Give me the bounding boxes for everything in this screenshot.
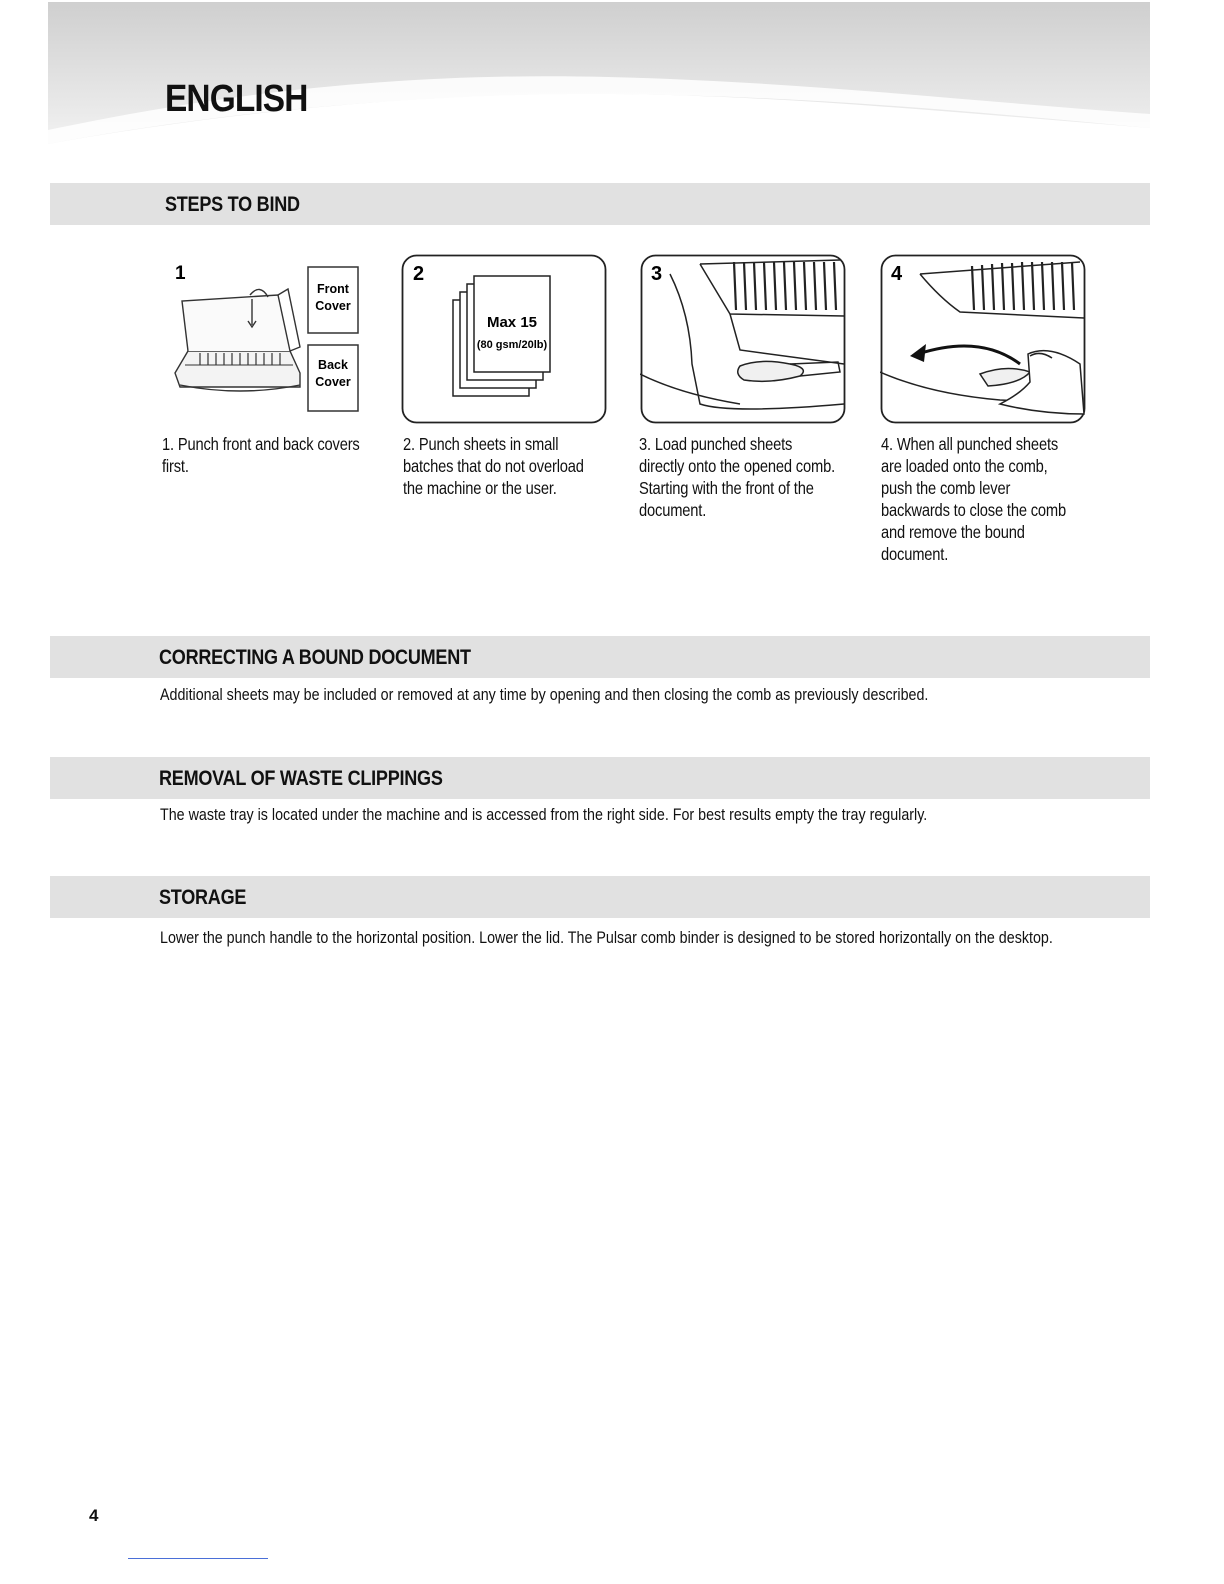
back-cover-label-1: Back: [318, 358, 348, 372]
step-1-number: 1: [175, 263, 186, 284]
waste-text: The waste tray is located under the machine and is accessed from the right side. For best results empty the tray regularly.: [160, 805, 928, 824]
step-2-illustration: [401, 254, 607, 424]
header-swoosh-band: [48, 2, 1150, 150]
step-3-caption: 3. Load punched sheets directly onto the opened comb. Starting with the front of the document.: [639, 434, 835, 520]
step-2-caption: 2. Punch sheets in small batches that do not overload the machine or the user.: [403, 434, 584, 498]
bottom-rule: [128, 1558, 268, 1559]
paper-weight-label: (80 gsm/20lb): [476, 339, 548, 351]
step-3-illustration: [640, 254, 846, 424]
page-number: 4: [89, 1506, 99, 1525]
step-1-illustration: [160, 255, 365, 420]
step-4-caption: 4. When all punched sheets are loaded onto the comb, push the comb lever backwards to close the comb and remove the bound document.: [881, 434, 1067, 564]
steps-section-title: STEPS TO BIND: [165, 193, 300, 216]
back-cover-label-2: Cover: [315, 375, 351, 389]
step-3-number: 3: [651, 263, 663, 285]
storage-section-title: STORAGE: [159, 886, 247, 909]
front-cover-label-1: Front: [317, 282, 349, 296]
front-cover-label-2: Cover: [315, 299, 351, 313]
language-heading: ENGLISH: [165, 78, 308, 120]
step-1-caption: 1. Punch front and back covers first.: [162, 434, 360, 476]
storage-text: Lower the punch handle to the horizontal position. Lower the lid. The Pulsar comb binder is designed to be stored horizontally on the desktop.: [160, 928, 1053, 947]
step-2-number: 2: [413, 263, 425, 285]
max-sheets-label: Max 15: [486, 314, 538, 331]
correcting-section-title: CORRECTING A BOUND DOCUMENT: [159, 646, 471, 669]
waste-section-title: REMOVAL OF WASTE CLIPPINGS: [159, 767, 443, 790]
correcting-text: Additional sheets may be included or removed at any time by opening and then closing the comb as previously described.: [160, 685, 929, 704]
step-4-illustration: [880, 254, 1086, 424]
step-4-number: 4: [891, 263, 903, 285]
